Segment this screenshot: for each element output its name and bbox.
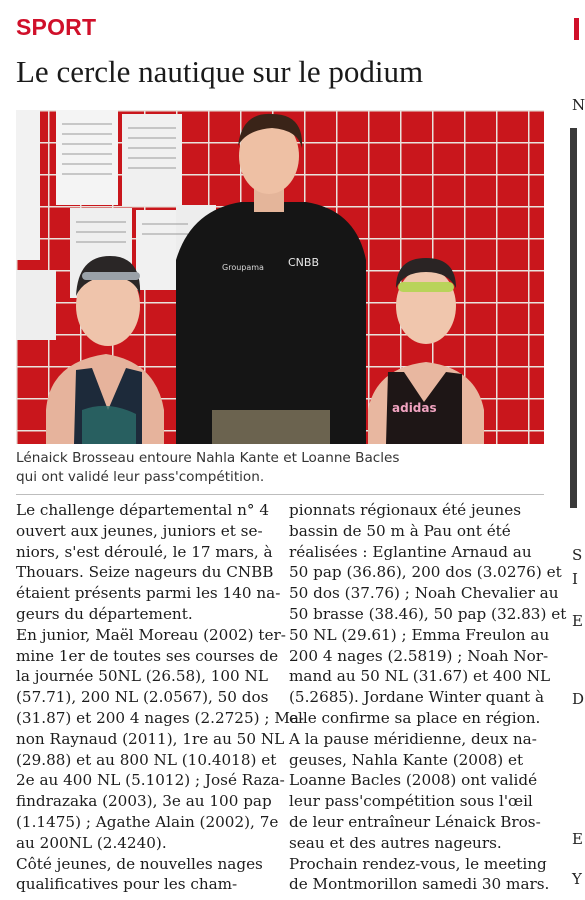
body-line: leur pass'compétition sous l'œil — [289, 792, 533, 811]
body-line: de leur entraîneur Lénaick Bros- — [289, 812, 541, 831]
caption-line: Lénaick Brosseau entoure Nahla Kante et Loanne Bacles — [16, 450, 400, 466]
article-column-left — [16, 500, 305, 895]
body-line: ouvert aux jeunes, juniors et se- — [16, 521, 263, 540]
swimsuit-brand-text: adidas — [392, 401, 437, 415]
body-line: pionnats régionaux été jeunes — [289, 501, 521, 519]
adjacent-article-edge — [566, 0, 585, 900]
adjacent-photo-edge — [570, 128, 577, 508]
article-headline: Le cercle nautique sur le podium — [16, 54, 424, 89]
shirt-logo-text: CNBB — [288, 256, 320, 269]
body-line: niors, s'est déroulé, le 17 mars, à — [16, 542, 273, 561]
body-line: (31.87) et 200 4 nages (2.2725) ; Ma- — [16, 708, 305, 727]
body-line: (5.2685). Jordane Winter quant à — [289, 688, 544, 707]
body-line: étaient présents parmi les 140 na- — [16, 584, 281, 603]
photo-caption — [16, 449, 544, 487]
body-line: findrazaka (2003), 3e au 100 pap — [16, 792, 272, 811]
body-line: (1.1475) ; Agathe Alain (2002), 7e — [16, 812, 279, 831]
body-line: 2e au 400 NL (5.1012) ; José Raza- — [16, 771, 285, 790]
body-line: mine 1er de toutes ses courses de — [16, 646, 279, 665]
article-column-right — [289, 500, 567, 895]
body-line: qualificatives pour les cham- — [16, 875, 238, 894]
edge-text-fragment: E — [572, 612, 583, 630]
article-photo — [16, 110, 544, 444]
body-line: mand au 50 NL (31.67) et 400 NL — [289, 667, 551, 686]
edge-text-fragment: S — [572, 546, 583, 564]
body-line: 50 NL (29.61) ; Emma Freulon au — [289, 625, 550, 644]
shirt-sponsor-text: Groupama — [222, 263, 264, 272]
adjacent-section-marker — [574, 18, 579, 40]
edge-text-fragment: I — [572, 570, 578, 588]
photo-illustration — [16, 110, 544, 444]
body-line: Thouars. Seize nageurs du CNBB — [16, 563, 274, 582]
body-line: 200 4 nages (2.5819) ; Noah Nor- — [289, 646, 549, 665]
body-line: En junior, Maël Moreau (2002) ter- — [16, 625, 286, 644]
body-line: (57.71), 200 NL (2.0567), 50 dos — [16, 688, 269, 707]
body-line: au 200NL (2.4240). — [16, 833, 167, 852]
body-line: 50 brasse (38.46), 50 pap (32.83) et — [289, 604, 567, 623]
body-line: (29.88) et au 800 NL (10.4018) et — [16, 750, 277, 769]
body-line: 50 pap (36.86), 200 dos (3.0276) et — [289, 563, 562, 582]
body-line: bassin de 50 m à Pau ont été — [289, 521, 511, 540]
body-line: Le challenge départemental n° 4 — [16, 501, 269, 519]
edge-text-fragment: E — [572, 830, 583, 848]
body-line: Prochain rendez-vous, le meeting — [289, 854, 547, 873]
body-line: non Raynaud (2011), 1re au 50 NL — [16, 729, 285, 748]
body-line: Côté jeunes, de nouvelles nages — [16, 854, 263, 873]
body-line: seau et des autres nageurs. — [289, 833, 502, 852]
body-line: elle confirme sa place en région. — [289, 708, 541, 727]
body-line: la journée 50NL (26.58), 100 NL — [16, 667, 268, 686]
body-line: de Montmorillon samedi 30 mars. — [289, 875, 550, 894]
body-line: geuses, Nahla Kante (2008) et — [289, 750, 524, 769]
body-line: A la pause méridienne, deux na- — [289, 729, 537, 748]
caption-line: qui ont validé leur pass'compétition. — [16, 469, 265, 485]
section-label: SPORT — [16, 14, 97, 40]
body-line: 50 dos (37.76) ; Noah Chevalier au — [289, 584, 559, 603]
body-line: Loanne Bacles (2008) ont validé — [289, 771, 538, 790]
edge-text-fragment: N — [572, 96, 585, 114]
body-line: réalisées : Eglantine Arnaud au — [289, 542, 532, 561]
edge-text-fragment: Y — [572, 870, 582, 888]
edge-text-fragment: D — [572, 690, 585, 708]
caption-divider — [16, 494, 544, 495]
body-line: geurs du département. — [16, 604, 193, 623]
